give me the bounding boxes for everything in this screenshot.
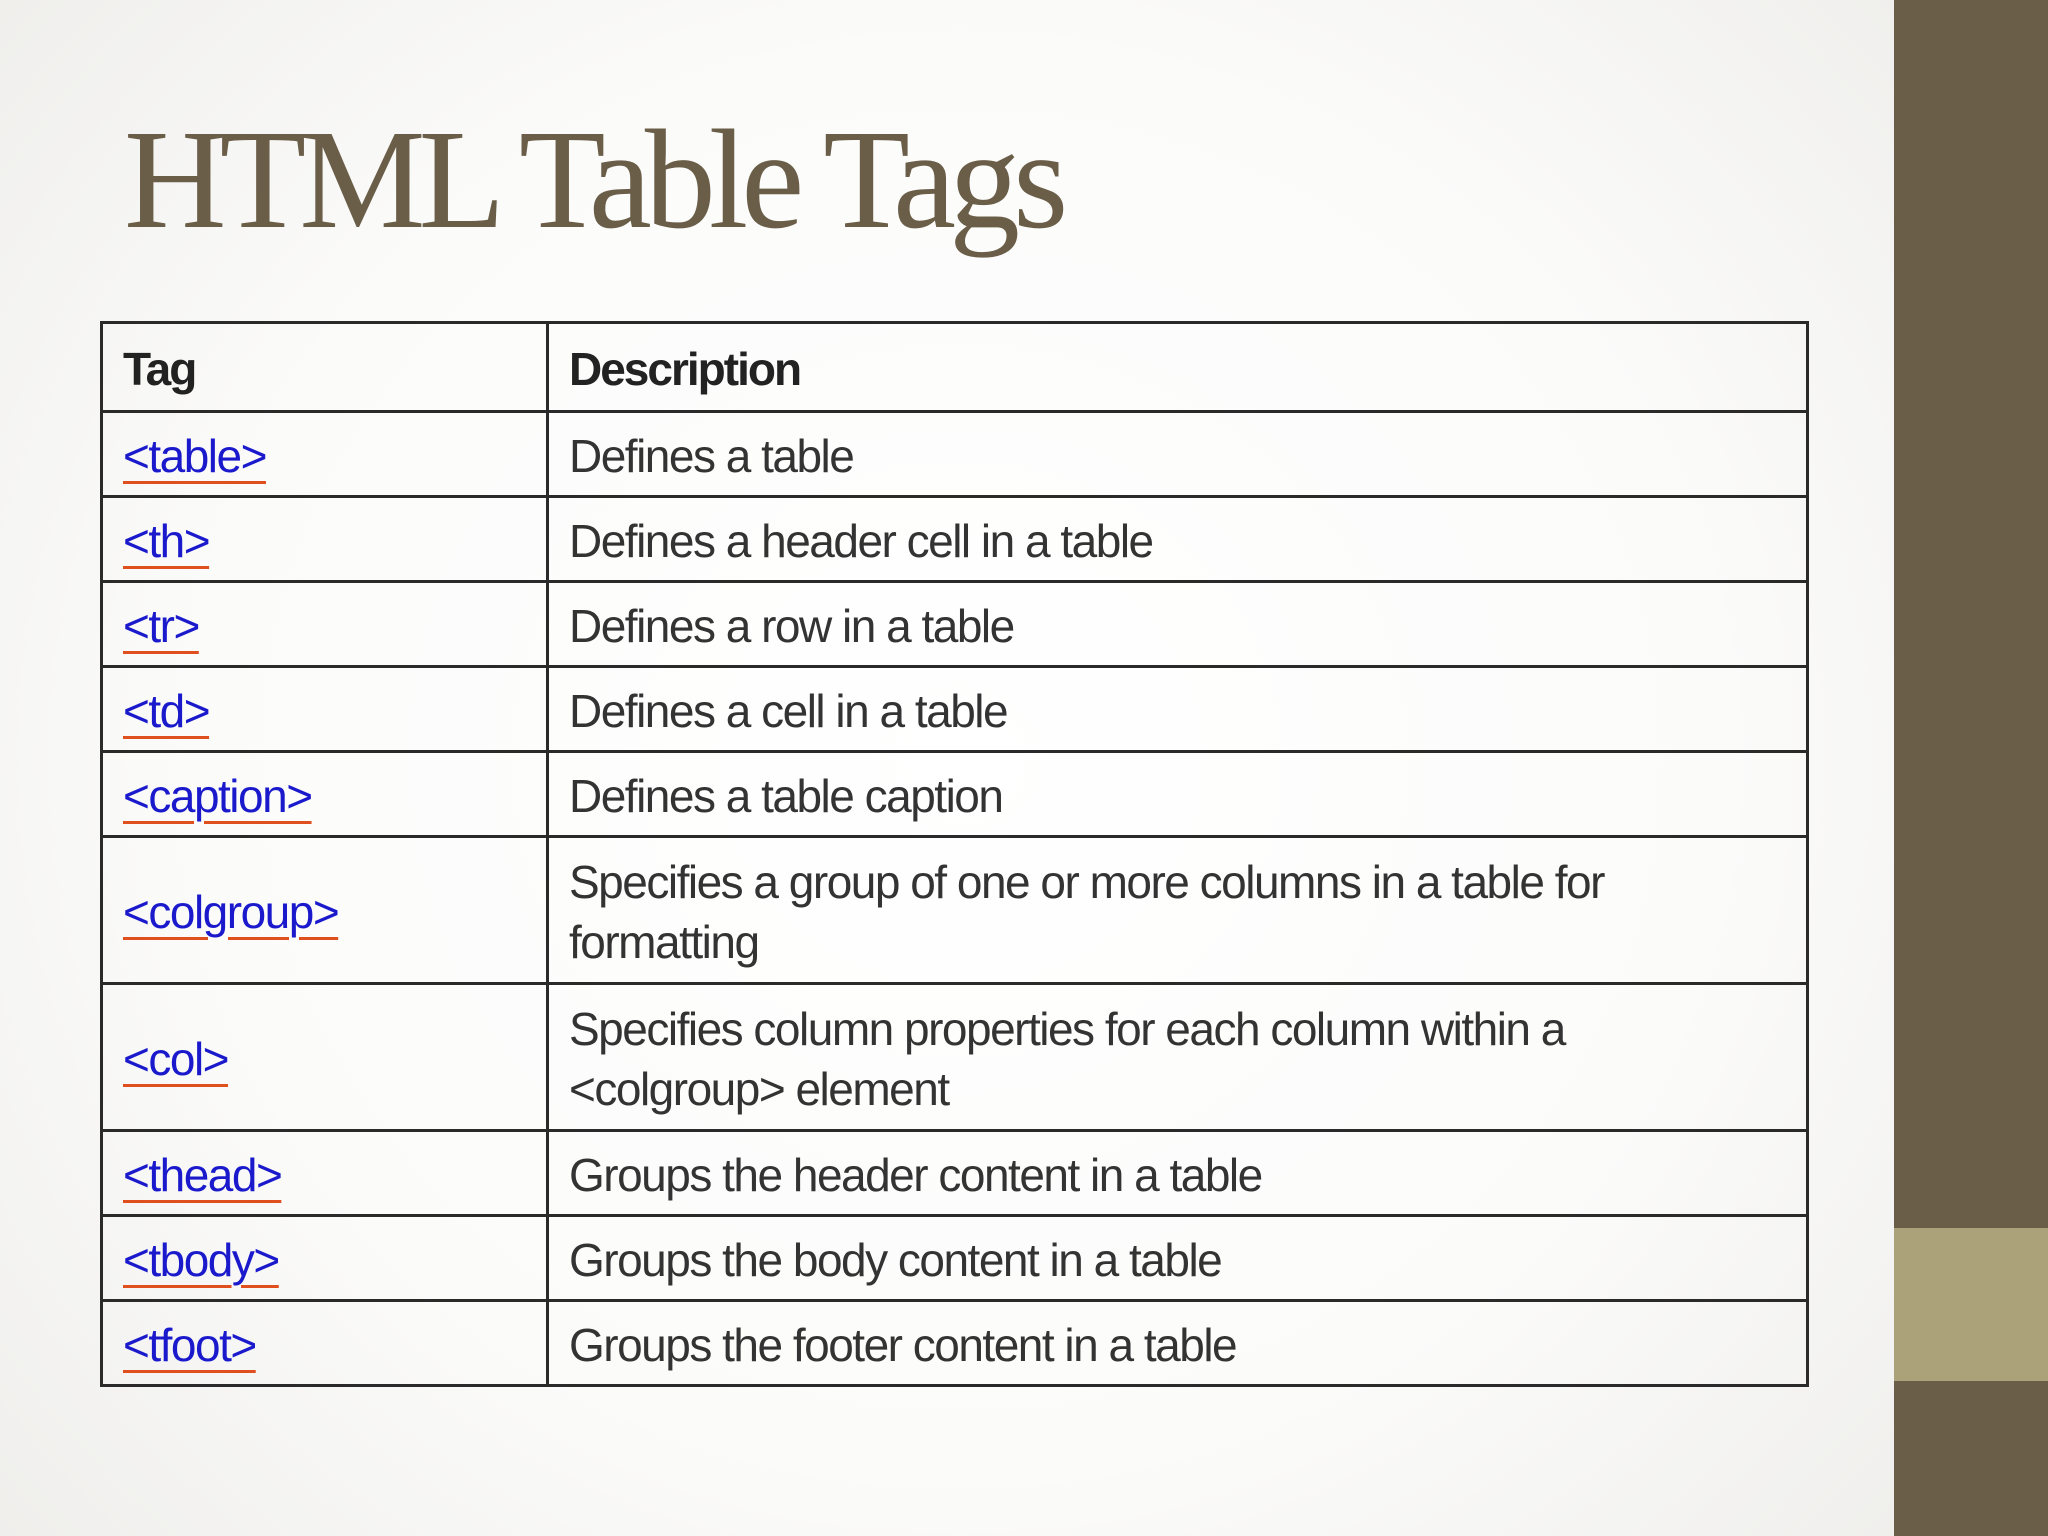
tag-cell <box>102 667 548 752</box>
table-row <box>102 667 1808 752</box>
description-cell: Groups the footer content in a table <box>548 1301 1808 1386</box>
tag-cell <box>102 752 548 837</box>
table-row <box>102 837 1808 984</box>
tag-link-caption[interactable]: <caption> <box>123 770 312 822</box>
tag-link-thead[interactable]: <thead> <box>123 1149 282 1201</box>
table-header-row <box>102 323 1808 412</box>
tag-cell <box>102 582 548 667</box>
description-cell: Specifies column properties for each column within a <colgroup> element <box>548 984 1808 1131</box>
slide-title: HTML Table Tags <box>124 100 1062 258</box>
header-tag: Tag <box>102 323 548 412</box>
description-cell: Defines a table caption <box>548 752 1808 837</box>
tag-link-td[interactable]: <td> <box>123 685 210 737</box>
tag-cell <box>102 497 548 582</box>
table-row <box>102 752 1808 837</box>
description-cell: Groups the header content in a table <box>548 1131 1808 1216</box>
tag-cell <box>102 984 548 1131</box>
table-row <box>102 984 1808 1131</box>
tag-link-tbody[interactable]: <tbody> <box>123 1234 279 1286</box>
description-cell: Defines a cell in a table <box>548 667 1808 752</box>
description-cell: Specifies a group of one or more columns in a table for formatting <box>548 837 1808 984</box>
tag-link-colgroup[interactable]: <colgroup> <box>123 886 339 938</box>
decorative-side-bar-accent <box>1894 1228 2048 1381</box>
table-row <box>102 1301 1808 1386</box>
tag-link-col[interactable]: <col> <box>123 1033 229 1085</box>
tag-link-th[interactable]: <th> <box>123 515 210 567</box>
description-cell: Defines a table <box>548 412 1808 497</box>
tag-cell <box>102 1301 548 1386</box>
table-row <box>102 1216 1808 1301</box>
tag-link-tr[interactable]: <tr> <box>123 600 199 652</box>
tag-cell <box>102 412 548 497</box>
description-cell: Groups the body content in a table <box>548 1216 1808 1301</box>
tag-cell <box>102 837 548 984</box>
table-row <box>102 1131 1808 1216</box>
tag-link-table[interactable]: <table> <box>123 430 266 482</box>
table-header <box>102 323 1808 412</box>
html-tags-table <box>100 321 1809 1387</box>
table-row <box>102 582 1808 667</box>
header-description: Description <box>548 323 1808 412</box>
description-cell: Defines a header cell in a table <box>548 497 1808 582</box>
description-cell: Defines a row in a table <box>548 582 1808 667</box>
table-body <box>102 412 1808 1386</box>
tag-cell <box>102 1216 548 1301</box>
table-row <box>102 412 1808 497</box>
tag-link-tfoot[interactable]: <tfoot> <box>123 1319 256 1371</box>
table-row <box>102 497 1808 582</box>
tag-cell <box>102 1131 548 1216</box>
